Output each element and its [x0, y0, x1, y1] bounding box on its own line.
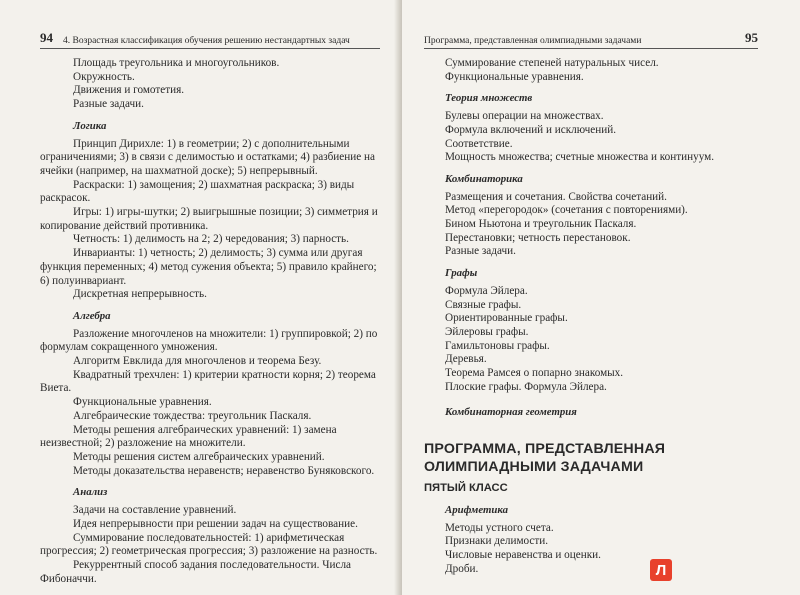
list-item: Функциональные уравнения.: [73, 396, 212, 409]
list-item: Числовые неравенства и оценки.: [445, 548, 601, 561]
section-heading-algebra: Алгебра: [73, 309, 111, 322]
list-item: Инварианты: 1) четность; 2) делимость; 3) сумма или другая функция переменных; 4) метод сужения объекта; 5) правило крайнего; 6) полуинвариант.: [40, 247, 377, 287]
list-item: Принцип Дирихле: 1) в геометрии; 2) с дополнительными ограничениями; 3) в связи с делимостью и остатками; 4) разбиение на ячейки (например, на шахматной доске); 5) непрерывный.: [40, 137, 375, 177]
right-page: [402, 0, 800, 595]
list-item: Методы решения систем алгебраических уравнений.: [73, 450, 325, 463]
page-number: 95: [745, 30, 758, 45]
section-heading-logic: Логика: [73, 119, 107, 132]
right-page-header: [424, 30, 758, 49]
class-title: ПЯТЫЙ КЛАСС: [424, 482, 508, 495]
list-item: Метод «перегородок» (сочетания с повторениями).: [445, 204, 688, 217]
list-item: Окружность.: [73, 70, 135, 83]
list-item: Игры: 1) игры-шутки; 2) выигрышные позиции; 3) симметрия и копирование действий противника.: [40, 206, 378, 232]
list-item: Функциональные уравнения.: [445, 70, 584, 83]
list-item: Ориентированные графы.: [445, 312, 568, 325]
list-item: Рекуррентный способ задания последовательности. Числа Фибоначчи.: [40, 558, 351, 585]
list-item: Четность: 1) делимость на 2; 2) чередования; 3) парность.: [73, 233, 349, 246]
list-item: Формула Эйлера.: [445, 284, 528, 297]
section-heading-analysis: Анализ: [73, 486, 108, 499]
list-item: Методы доказательства неравенств; неравенство Буняковского.: [73, 464, 375, 477]
program-title: ПРОГРАММА, ПРЕДСТАВЛЕННАЯ ОЛИМПИАДНЫМИ ЗАДАЧАМИ: [424, 441, 666, 476]
list-item: Раскраски: 1) замощения; 2) шахматная раскраска; 3) виды раскрасок.: [40, 178, 355, 205]
left-page-content: [40, 57, 380, 586]
list-item: Площадь треугольника и многоугольников.: [73, 57, 280, 69]
list-item: Суммирование степеней натуральных чисел.: [445, 57, 659, 69]
list-item: Суммирование последовательностей: 1) арифметическая прогрессия; 2) геометрическая прогрессия; 3) разложение на разность.: [40, 531, 378, 558]
running-title: 4. Возрастная классификация обучения решению нестандартных задач: [63, 36, 350, 46]
list-item: Деревья.: [445, 353, 487, 366]
list-item: Мощность множества; счетные множества и континуум.: [445, 151, 715, 164]
list-item: Связные графы.: [445, 298, 522, 311]
list-item: Дискретная непрерывность.: [73, 288, 207, 301]
list-item: Разные задачи.: [73, 98, 144, 111]
list-item: Бином Ньютона и треугольник Паскаля.: [445, 218, 637, 231]
list-item: Движения и гомотетия.: [73, 84, 185, 97]
list-item: Задачи на составление уравнений.: [73, 504, 237, 517]
list-item: Квадратный трехчлен: 1) критерии кратности корня; 2) теорема Виета.: [40, 368, 376, 395]
list-item: Признаки делимости.: [445, 535, 549, 548]
list-item: Алгоритм Евклида для многочленов и теорема Безу.: [73, 355, 322, 368]
left-page: [0, 0, 398, 595]
list-item: Булевы операции на множествах.: [445, 110, 604, 123]
list-item: Методы решения алгебраических уравнений: 1) замена неизвестной; 2) разложение на множители.: [40, 423, 337, 450]
list-item: Размещения и сочетания. Свойства сочетаний.: [445, 190, 667, 203]
list-item: Дроби.: [445, 562, 479, 575]
list-item: Формула включений и исключений.: [445, 123, 617, 136]
section-heading-combinatorics: Комбинаторика: [445, 172, 523, 185]
list-item: Методы устного счета.: [445, 521, 554, 534]
list-item: Гамильтоновы графы.: [445, 339, 550, 352]
list-item: Идея непрерывности при решении задач на существование.: [73, 517, 358, 530]
section-heading-arithmetic: Арифметика: [445, 503, 508, 516]
list-item: Соответствие.: [445, 137, 513, 150]
page-number: 94: [40, 30, 53, 45]
list-item: Алгебраические тождества: треугольник Паскаля.: [73, 409, 312, 422]
list-item: Эйлеровы графы.: [445, 325, 529, 338]
list-item: Перестановки; четность перестановок.: [445, 231, 631, 244]
list-item: Разложение многочленов на множители: 1) группировкой; 2) по формулам сокращенного умножения.: [40, 327, 378, 354]
right-page-content: [424, 57, 758, 576]
left-page-header: [40, 30, 380, 49]
list-item: Разные задачи.: [445, 245, 516, 258]
list-item: Теорема Рамсея о попарно знакомых.: [445, 367, 624, 380]
running-title: Программа, представленная олимпиадными задачами: [424, 36, 642, 46]
list-item: Плоские графы. Формула Эйлера.: [445, 380, 607, 393]
publisher-logo-icon: Л: [650, 559, 672, 581]
section-heading-sets: Теория множеств: [445, 92, 533, 105]
section-heading-graphs: Графы: [445, 267, 478, 280]
section-heading-comb-geometry: Комбинаторная геометрия: [445, 406, 577, 419]
